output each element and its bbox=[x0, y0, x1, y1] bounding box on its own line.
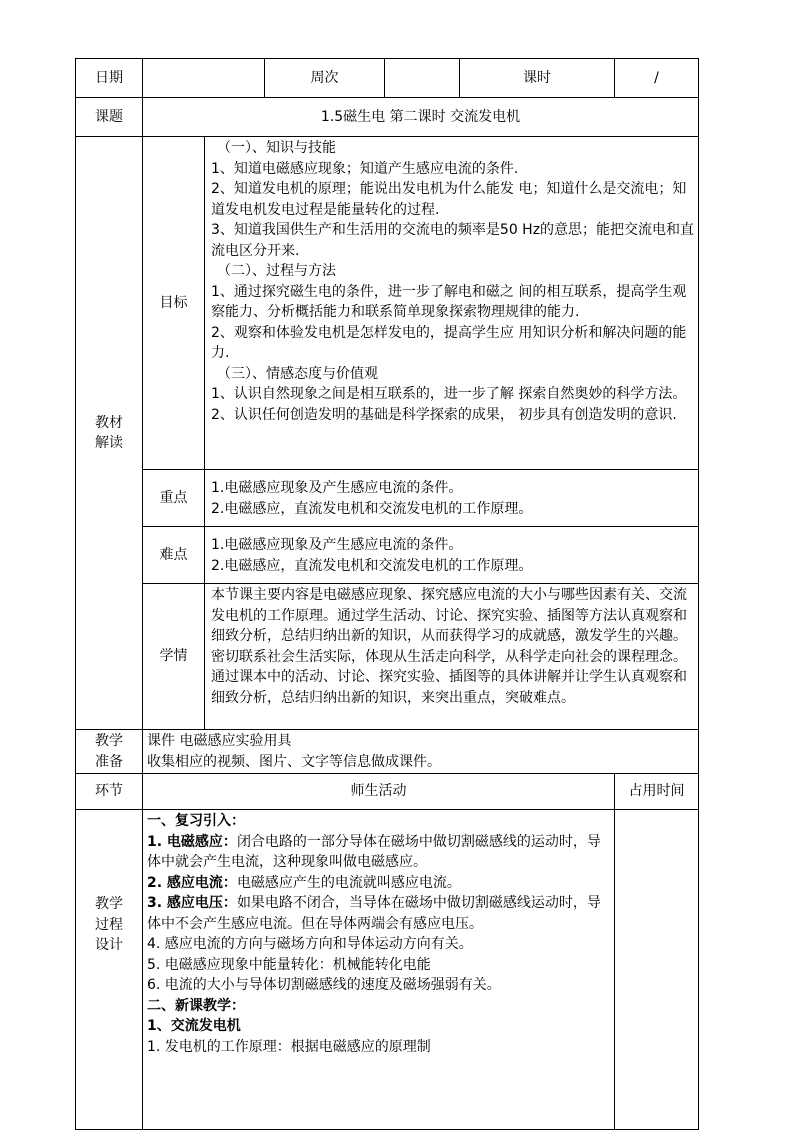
goals-line: 2、观察和体验发电机是怎样发电的，提高学生应 用知识分析和解决问题的能力. bbox=[211, 324, 687, 361]
review-item-6: 6. 电流的大小与导体切割磁感线的速度及磁场强弱有关。 bbox=[147, 977, 501, 993]
analysis-label: 教材 解读 bbox=[76, 137, 143, 730]
goals-line: 1、认识自然现象之间是相互联系的，进一步了解 探索自然奥妙的科学方法。 bbox=[211, 386, 687, 402]
prep-label: 教学 准备 bbox=[76, 730, 143, 774]
period-label: 课时 bbox=[460, 59, 615, 98]
goals-line: 1、通过探究磁生电的条件，进一步了解电和磁之 间的相互联系，提高学生观察能力、分析概括能力和联系简单现象探索物理规律的能力. bbox=[211, 283, 687, 320]
topic-row bbox=[76, 98, 699, 137]
prep-line: 收集相应的视频、图片、文字等信息做成课件。 bbox=[147, 753, 441, 770]
time-cell[interactable] bbox=[615, 810, 699, 1130]
key-points-content bbox=[205, 470, 699, 527]
difficulties-row bbox=[76, 527, 699, 584]
review-item-2: 2. 感应电流：电磁感应产生的电流就叫感应电流。 bbox=[147, 874, 461, 891]
time-header: 占用时间 bbox=[615, 774, 699, 810]
key-point-line: 2.电磁感应，直流发电机和交流发电机的工作原理。 bbox=[211, 500, 533, 517]
difficulty-line: 1.电磁感应现象及产生感应电流的条件。 bbox=[211, 537, 463, 553]
review-item-5: 5. 电磁感应现象中能量转化：机械能转化电能 bbox=[147, 956, 431, 973]
difficulty-line: 2.电磁感应，直流发电机和交流发电机的工作原理。 bbox=[211, 557, 533, 574]
goals-line: 2、知道发电机的原理；能说出发电机为什么能发 电；知道什么是交流电；知道发电机发电过程是能量转化的过程. bbox=[211, 181, 687, 218]
review-item-3: 3. 感应电压：如果电路不闭合，当导体在磁场中做切割磁感线运动时，导体中不会产生感应电流。但在导体两端会有感应电压。 bbox=[147, 895, 601, 932]
goals-line: 3、知道我国供生产和生活用的交流电的频率是50 Hz的意思；能把交流电和直流电区分开来. bbox=[211, 222, 695, 259]
date-label: 日期 bbox=[76, 59, 143, 98]
students-label: 学情 bbox=[143, 584, 205, 730]
difficulties-content bbox=[205, 527, 699, 584]
topic-value: 1.5磁生电 第二课时 交流发电机 bbox=[143, 98, 699, 137]
key-points-row bbox=[76, 470, 699, 527]
generator-heading: 1、交流发电机 bbox=[147, 1018, 241, 1034]
process-header-row bbox=[76, 774, 699, 810]
goals-line: 2、认识任何创造发明的基础是科学探索的成果， 初步具有创造发明的意识. bbox=[211, 406, 677, 423]
process-row bbox=[76, 810, 699, 1130]
activity-header: 师生活动 bbox=[143, 774, 615, 810]
date-value[interactable] bbox=[143, 59, 265, 98]
goals-label: 目标 bbox=[143, 137, 205, 470]
goals-line: 1、知道电磁感应现象；知道产生感应电流的条件. bbox=[211, 160, 519, 177]
new-lesson-heading: 二、新课教学： bbox=[147, 997, 245, 1014]
key-points-label: 重点 bbox=[143, 470, 205, 527]
students-row bbox=[76, 584, 699, 730]
goals-row bbox=[76, 137, 699, 470]
review-heading: 一、复习引入： bbox=[147, 813, 245, 829]
prep-content bbox=[143, 730, 699, 774]
goals-line: （三）、情感态度与价值观 bbox=[217, 365, 378, 382]
goals-line: （二）、过程与方法 bbox=[217, 263, 336, 279]
stage-header: 环节 bbox=[76, 774, 143, 810]
process-label: 教学 过程 设计 bbox=[76, 810, 143, 1130]
week-value[interactable] bbox=[385, 59, 460, 98]
header-row bbox=[76, 59, 699, 98]
review-item-4: 4. 感应电流的方向与磁场方向和导体运动方向有关。 bbox=[147, 936, 473, 952]
generator-item-1: 1. 发电机的工作原理：根据电磁感应的原理制 bbox=[147, 1038, 431, 1055]
prep-line: 课件 电磁感应实验用具 bbox=[147, 733, 292, 749]
goals-content bbox=[205, 137, 699, 470]
process-content bbox=[143, 810, 615, 1130]
review-item-1: 1. 电磁感应：闭合电路的一部分导体在磁场中做切割磁感线的运动时，导体中就会产生电流，这种现象叫做电磁感应。 bbox=[147, 833, 601, 870]
goals-line: （一）、知识与技能 bbox=[217, 140, 336, 156]
topic-label: 课题 bbox=[76, 98, 143, 137]
students-content: 本节课主要内容是电磁感应现象、探究感应电流的大小与哪些因素有关、交流发电机的工作原理。通过学生活动、讨论、探究实验、插图等方法认真观察和细致分析，总结归纳出新的知识，从而获得学习的成就感，激发学生的兴趣。密切联系社会生活实际，体现从生活走向科学，从科学走向社会的课程理念。通过课本中的活动、讨论、探究实验、插图等的具体讲解并让学生认真观察和细致分析，总结归纳出新的知识，来突出重点，突破难点。 bbox=[205, 584, 699, 730]
lesson-plan-table bbox=[75, 58, 699, 1130]
prep-row bbox=[76, 730, 699, 774]
period-value: / bbox=[615, 59, 699, 98]
difficulties-label: 难点 bbox=[143, 527, 205, 584]
key-point-line: 1.电磁感应现象及产生感应电流的条件。 bbox=[211, 480, 463, 496]
week-label: 周次 bbox=[265, 59, 385, 98]
